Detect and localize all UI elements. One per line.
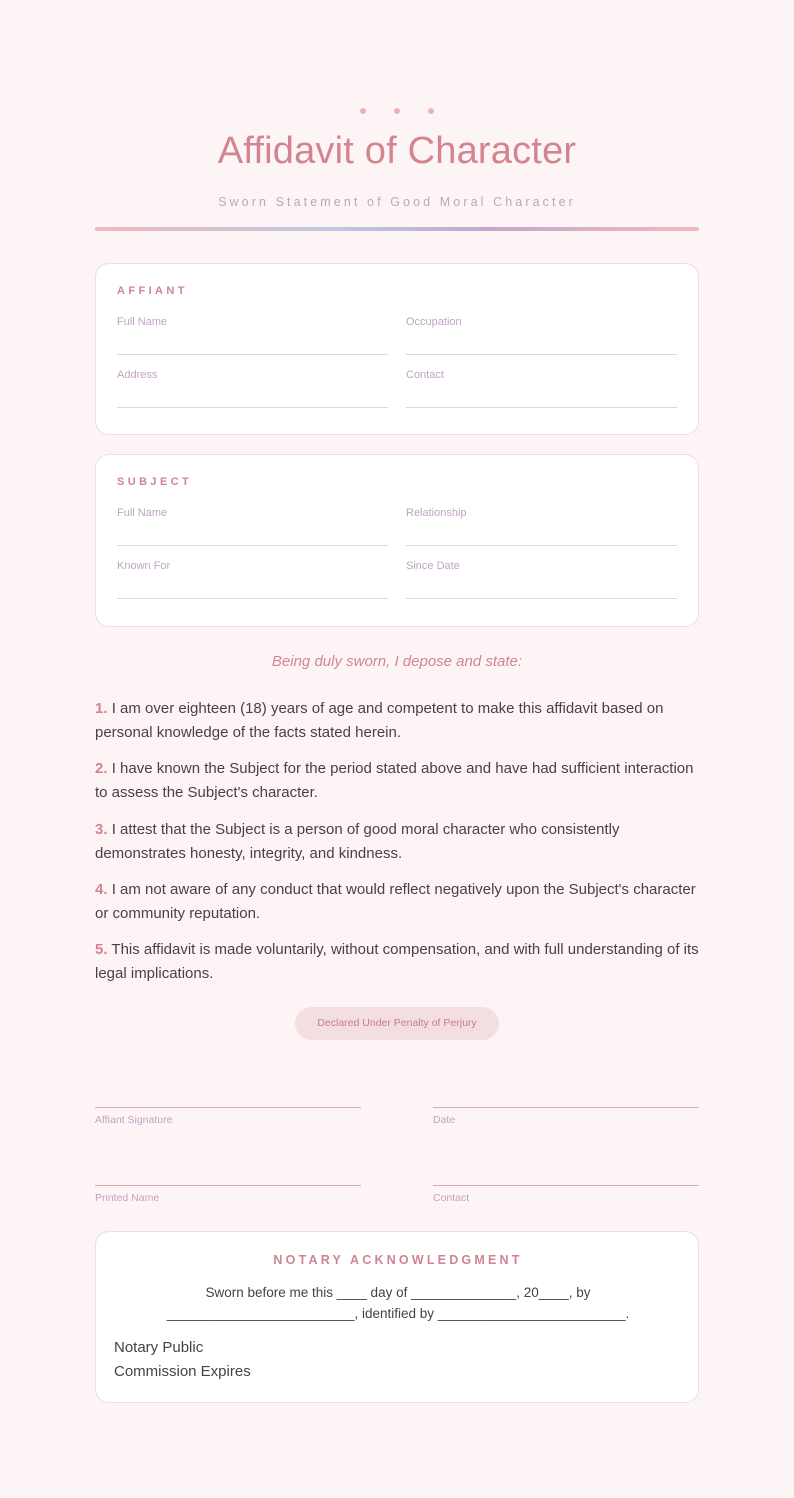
subject-heading: SUBJECT xyxy=(117,476,193,488)
dot-icon xyxy=(360,108,366,114)
signature-label: Contact xyxy=(433,1192,470,1204)
statement-number: 3. xyxy=(95,821,108,838)
notary-card xyxy=(95,1231,699,1403)
affiant-signature-line[interactable] xyxy=(95,1107,361,1126)
field-line xyxy=(406,598,677,599)
field-label: Relationship xyxy=(406,507,467,519)
subject-relationship-field[interactable] xyxy=(406,507,677,519)
date-signature-line[interactable] xyxy=(433,1107,699,1126)
perjury-badge: Declared Under Penalty of Perjury xyxy=(295,1007,499,1040)
affiant-heading: AFFIANT xyxy=(117,285,188,297)
statement-item xyxy=(95,818,701,866)
signature-label: Date xyxy=(433,1114,456,1126)
field-label: Occupation xyxy=(406,316,462,328)
page-title: Affidavit of Character xyxy=(217,130,577,172)
page-subtitle: Sworn Statement of Good Moral Character xyxy=(218,195,576,209)
field-label: Full Name xyxy=(117,316,168,328)
notary-public-label: Notary Public xyxy=(114,1339,204,1356)
field-line xyxy=(117,598,388,599)
sworn-intro: Being duly sworn, I depose and state: xyxy=(271,653,523,670)
dot-icon xyxy=(428,108,434,114)
signature-line xyxy=(433,1185,699,1186)
subject-since-date-field[interactable] xyxy=(406,560,677,572)
statement-text: I attest that the Subject is a person of good moral character who consistently demonstrates honesty, integrity, and kindness. xyxy=(95,821,620,862)
notary-heading: NOTARY ACKNOWLEDGMENT xyxy=(273,1253,523,1267)
statement-text: This affidavit is made voluntarily, without compensation, and with full understanding of its legal implications. xyxy=(95,941,699,982)
affiant-contact-field[interactable] xyxy=(406,369,677,381)
field-label: Known For xyxy=(117,560,171,572)
field-line xyxy=(406,545,677,546)
statement-text: I am not aware of any conduct that would reflect negatively upon the Subject's character or community reputation. xyxy=(95,881,696,922)
statement-number: 2. xyxy=(95,760,108,777)
subject-known-for-field[interactable] xyxy=(117,560,388,572)
notary-line-2: _________________________, identified by _________________________. xyxy=(166,1306,630,1321)
field-line xyxy=(406,354,677,355)
field-line xyxy=(117,354,388,355)
affiant-card xyxy=(95,263,699,435)
subject-card xyxy=(95,454,699,627)
statement-item xyxy=(95,878,701,926)
notary-line-1: Sworn before me this ____ day of ______________, 20____, by xyxy=(205,1285,591,1300)
affiant-occupation-field[interactable] xyxy=(406,316,677,328)
dot-icon xyxy=(394,108,400,114)
gradient-divider xyxy=(95,227,699,231)
field-line xyxy=(117,545,388,546)
field-label: Since Date xyxy=(406,560,460,572)
contact-signature-line[interactable] xyxy=(433,1185,699,1204)
signature-label: Affiant Signature xyxy=(95,1114,173,1126)
field-label: Full Name xyxy=(117,507,168,519)
signature-label: Printed Name xyxy=(95,1192,160,1204)
affiant-address-field[interactable] xyxy=(117,369,388,381)
signature-line xyxy=(433,1107,699,1108)
statement-number: 1. xyxy=(95,700,108,717)
statement-text: I am over eighteen (18) years of age and competent to make this affidavit based on personal knowledge of the facts stated herein. xyxy=(95,700,664,741)
statement-item xyxy=(95,697,701,745)
field-label: Contact xyxy=(406,369,444,381)
subject-full-name-field[interactable] xyxy=(117,507,388,519)
decorative-dots xyxy=(95,101,699,109)
field-line xyxy=(406,407,677,408)
statement-number: 4. xyxy=(95,881,108,898)
statement-item xyxy=(95,757,701,805)
statement-item xyxy=(95,938,701,986)
affiant-full-name-field[interactable] xyxy=(117,316,388,328)
signature-line xyxy=(95,1107,361,1108)
statement-number: 5. xyxy=(95,941,108,958)
commission-expires-label: Commission Expires xyxy=(114,1363,251,1380)
signature-line xyxy=(95,1185,361,1186)
statement-text: I have known the Subject for the period stated above and have had sufficient interaction to assess the Subject's character. xyxy=(95,760,694,801)
printed-name-line[interactable] xyxy=(95,1185,361,1204)
field-line xyxy=(117,407,388,408)
field-label: Address xyxy=(117,369,158,381)
notary-statement xyxy=(136,1282,660,1324)
